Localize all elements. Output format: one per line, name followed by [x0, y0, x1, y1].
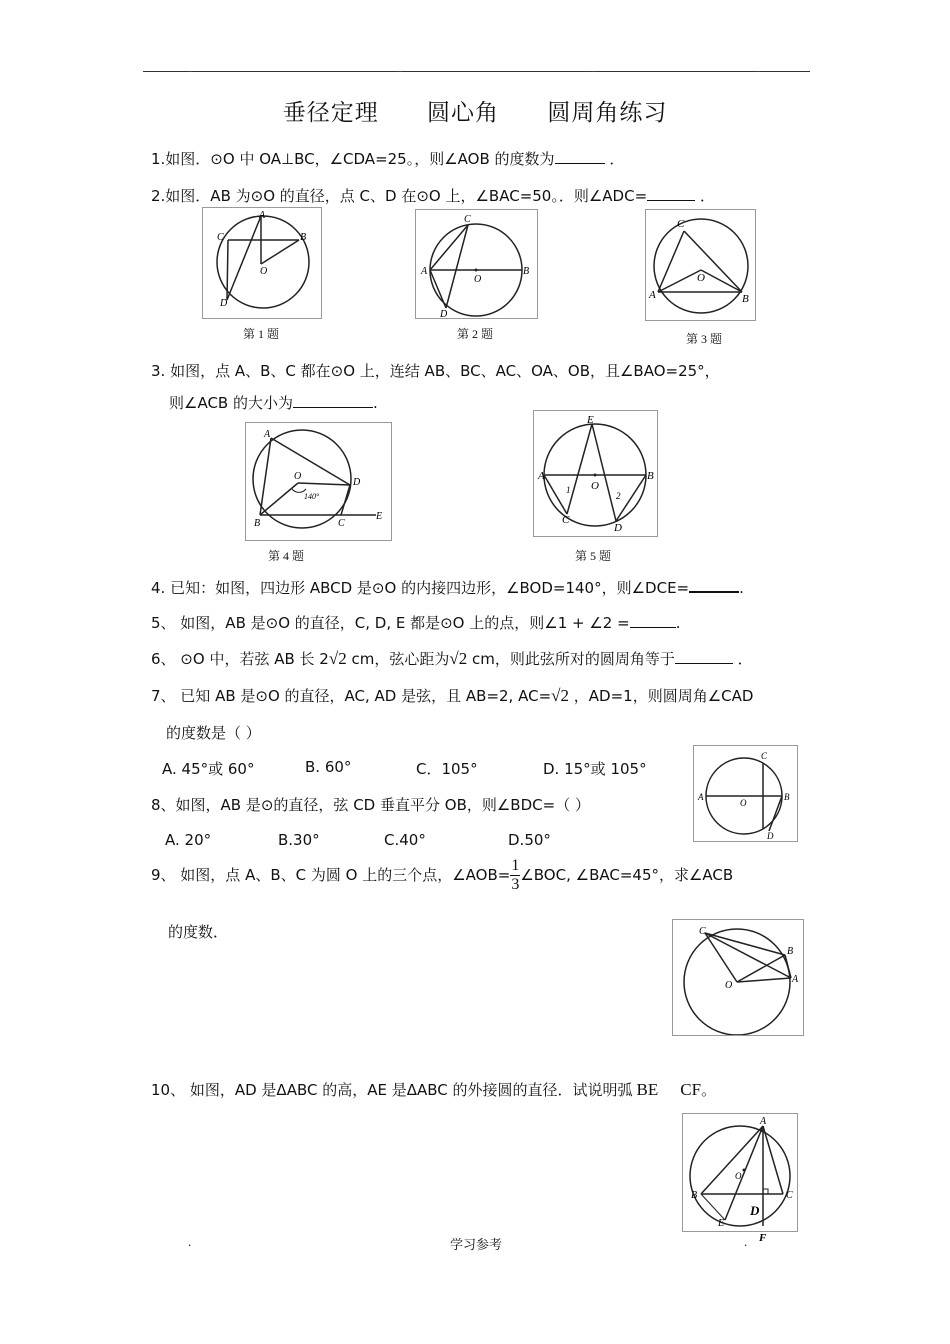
- figure-1-diagram: [203, 208, 321, 318]
- figure-2-diagram: [416, 210, 537, 318]
- point-label: A: [698, 792, 704, 802]
- point-label: C: [699, 926, 706, 937]
- answer-blank: [675, 649, 733, 664]
- figure-4: [245, 422, 392, 541]
- point-label: O: [697, 272, 705, 284]
- point-label: E: [587, 414, 594, 426]
- point-label: O: [260, 266, 268, 277]
- option-b: B.30°: [278, 831, 320, 849]
- option-d: D. 15°或 105°: [543, 760, 647, 778]
- answer-blank: [293, 393, 373, 408]
- figure-9: [672, 919, 804, 1036]
- question-text: 8、如图，AB 是⊙的直径，弦 CD 垂直平分 OB，则∠BDC=（ ）: [151, 796, 590, 814]
- point-label: A: [421, 266, 428, 277]
- point-label: B: [523, 266, 530, 277]
- title-part: 圆心角: [427, 100, 499, 126]
- footer-mark: .: [744, 1234, 748, 1249]
- point-label: B: [784, 792, 790, 802]
- figure-5: [533, 410, 658, 537]
- question-4: [151, 577, 744, 598]
- figure-10-diagram: [683, 1114, 797, 1244]
- option-c: C．105°: [416, 760, 478, 778]
- point-label: B: [254, 518, 261, 529]
- point-label: O: [740, 798, 747, 808]
- point-label: E: [718, 1218, 725, 1229]
- point-label: D: [614, 522, 622, 534]
- point-label: O: [725, 980, 733, 991]
- question-10: [151, 1079, 716, 1100]
- question-6: [151, 648, 753, 669]
- question-5: [151, 612, 680, 633]
- angle-label: 1: [566, 485, 571, 495]
- point-label: C: [464, 214, 471, 225]
- point-label: D: [750, 1203, 760, 1218]
- answer-blank: [689, 577, 739, 593]
- question-end: ．: [699, 187, 715, 205]
- arc-label: BE: [636, 1080, 659, 1099]
- answer-blank: [555, 149, 605, 164]
- option-a: A. 45°或 60°: [162, 760, 255, 778]
- question-3-line2: [169, 392, 378, 413]
- question-text: cm，弦心距为: [351, 650, 450, 668]
- point-label: B: [300, 232, 307, 243]
- angle-label: 140°: [304, 492, 320, 501]
- answer-blank: [647, 186, 695, 201]
- option-a: A. 20°: [165, 831, 212, 849]
- point-label: C: [338, 518, 345, 529]
- question-2: [151, 185, 715, 206]
- question-8: [151, 794, 590, 815]
- question-end: .: [675, 614, 681, 632]
- point-label: D: [440, 309, 448, 318]
- question-1: [151, 148, 624, 169]
- question-end: .: [739, 579, 744, 597]
- question-text: 6、 ⊙O 中，若弦 AB 长 2: [151, 650, 329, 668]
- point-label: C: [677, 218, 685, 230]
- point-label: C: [786, 1190, 793, 1201]
- question-text: 则∠ACB 的大小为: [169, 394, 293, 412]
- header-mark: ..: [591, 64, 596, 74]
- option-d: D.50°: [508, 831, 551, 849]
- point-label: A: [259, 210, 266, 221]
- point-label: C: [217, 232, 224, 243]
- figure-8-diagram: [694, 746, 797, 841]
- figure-4-diagram: [246, 423, 391, 540]
- question-text: 5、 如图，AB 是⊙O 的直径，C, D, E 都是⊙O 上的点，则∠1 + ∠2 =: [151, 614, 630, 632]
- question-text: 10、 如图，AD 是ΔABC 的高，AE 是ΔABC 的外接圆的直径．试说明弧: [151, 1081, 633, 1099]
- point-label: A: [538, 470, 545, 482]
- sqrt-symbol: √2: [328, 649, 347, 668]
- question-3: [151, 360, 720, 381]
- question-7-line2: [166, 722, 261, 743]
- point-label: F: [759, 1232, 767, 1244]
- option-c: C.40°: [384, 831, 426, 849]
- figure-10: [682, 1113, 798, 1244]
- question-text: 7、 已知 AB 是⊙O 的直径，AC, AD 是弦，且 AB=2, AC=: [151, 687, 552, 705]
- point-label: D: [353, 477, 361, 488]
- question-text: 3. 如图，点 A、B、C 都在⊙O 上，连结 AB、BC、AC、OA、OB，且∠BAO=25°，: [151, 362, 720, 380]
- option-b: B. 60°: [305, 758, 352, 776]
- point-label: B: [691, 1190, 698, 1201]
- footer-label: 学习参考: [450, 1237, 503, 1252]
- angle-label: 2: [616, 491, 621, 501]
- figure-1: [202, 207, 322, 319]
- question-text: 1.如图．⊙O 中 OA⊥BC，∠CDA=25。，则∠AOB 的度数为: [151, 150, 555, 168]
- point-label: A: [264, 429, 271, 440]
- point-label: O: [474, 274, 482, 285]
- question-7: [151, 685, 753, 706]
- header-rule: [143, 71, 810, 72]
- title-part: 垂径定理: [282, 100, 379, 126]
- question-end: ．: [609, 150, 625, 168]
- arc-label: CF: [680, 1080, 702, 1099]
- question-text: 的度数．: [168, 923, 229, 941]
- figure-caption: 第 1 题: [243, 327, 280, 341]
- point-label: B: [742, 293, 749, 305]
- title-part: 圆周角练习: [547, 100, 668, 126]
- page-title: [0, 94, 950, 127]
- point-label: A: [760, 1116, 767, 1127]
- point-label: O: [294, 471, 302, 482]
- fraction-numerator: 1: [511, 857, 520, 874]
- point-label: A: [649, 289, 656, 301]
- question-text: cm，则此弦所对的圆周角等于: [471, 650, 675, 668]
- figure-caption: 第 3 题: [686, 332, 723, 346]
- point-label: O: [735, 1171, 742, 1181]
- figure-3: [645, 209, 756, 321]
- point-label: D: [220, 298, 228, 309]
- fraction-denominator: 3: [511, 876, 520, 893]
- point-label: O: [591, 480, 599, 492]
- point-label: A: [792, 974, 799, 985]
- sqrt-symbol: √2: [449, 649, 468, 668]
- footer-mark: .: [188, 1234, 192, 1249]
- question-text: 2.如图．AB 为⊙O 的直径，点 C、D 在⊙O 上，∠BAC=50。．则∠ADC=: [151, 187, 648, 205]
- sqrt-symbol: √2: [551, 686, 569, 705]
- header-mark: ..: [755, 64, 760, 74]
- point-label: C: [761, 751, 768, 761]
- point-label: E: [376, 511, 383, 522]
- question-text: ∠BOC, ∠BAC=45°，求∠ACB: [520, 866, 734, 884]
- question-text: 4. 已知：如图，四边形 ABCD 是⊙O 的内接四边形，∠BOD=140°，则∠DCE=: [151, 579, 690, 597]
- question-text: ，AD=1，则圆周角∠CAD: [573, 687, 754, 705]
- question-end: .: [372, 394, 378, 412]
- point-label: B: [647, 470, 654, 482]
- fraction: [510, 857, 520, 894]
- figure-8: [693, 745, 798, 842]
- figure-caption: 第 5 题: [575, 549, 612, 563]
- figure-5-diagram: [534, 411, 657, 536]
- header-mark: ..: [397, 64, 402, 74]
- question-end: ．: [737, 650, 753, 668]
- point-label: D: [767, 831, 774, 841]
- header-mark: ..: [188, 64, 193, 74]
- figure-2: [415, 209, 538, 319]
- question-end: 。: [701, 1081, 717, 1099]
- figure-caption: 第 4 题: [268, 549, 305, 563]
- question-text: 的度数是（ ）: [166, 724, 261, 742]
- question-text: 9、 如图，点 A、B、C 为圆 O 上的三个点，∠AOB=: [151, 866, 511, 884]
- figure-9-diagram: [673, 920, 803, 1035]
- question-9-line2: [168, 921, 228, 942]
- point-label: C: [562, 514, 570, 526]
- figure-3-diagram: [646, 210, 755, 320]
- point-label: B: [787, 946, 794, 957]
- question-9: [151, 857, 733, 894]
- figure-caption: 第 2 题: [457, 327, 494, 341]
- answer-blank: [630, 613, 676, 628]
